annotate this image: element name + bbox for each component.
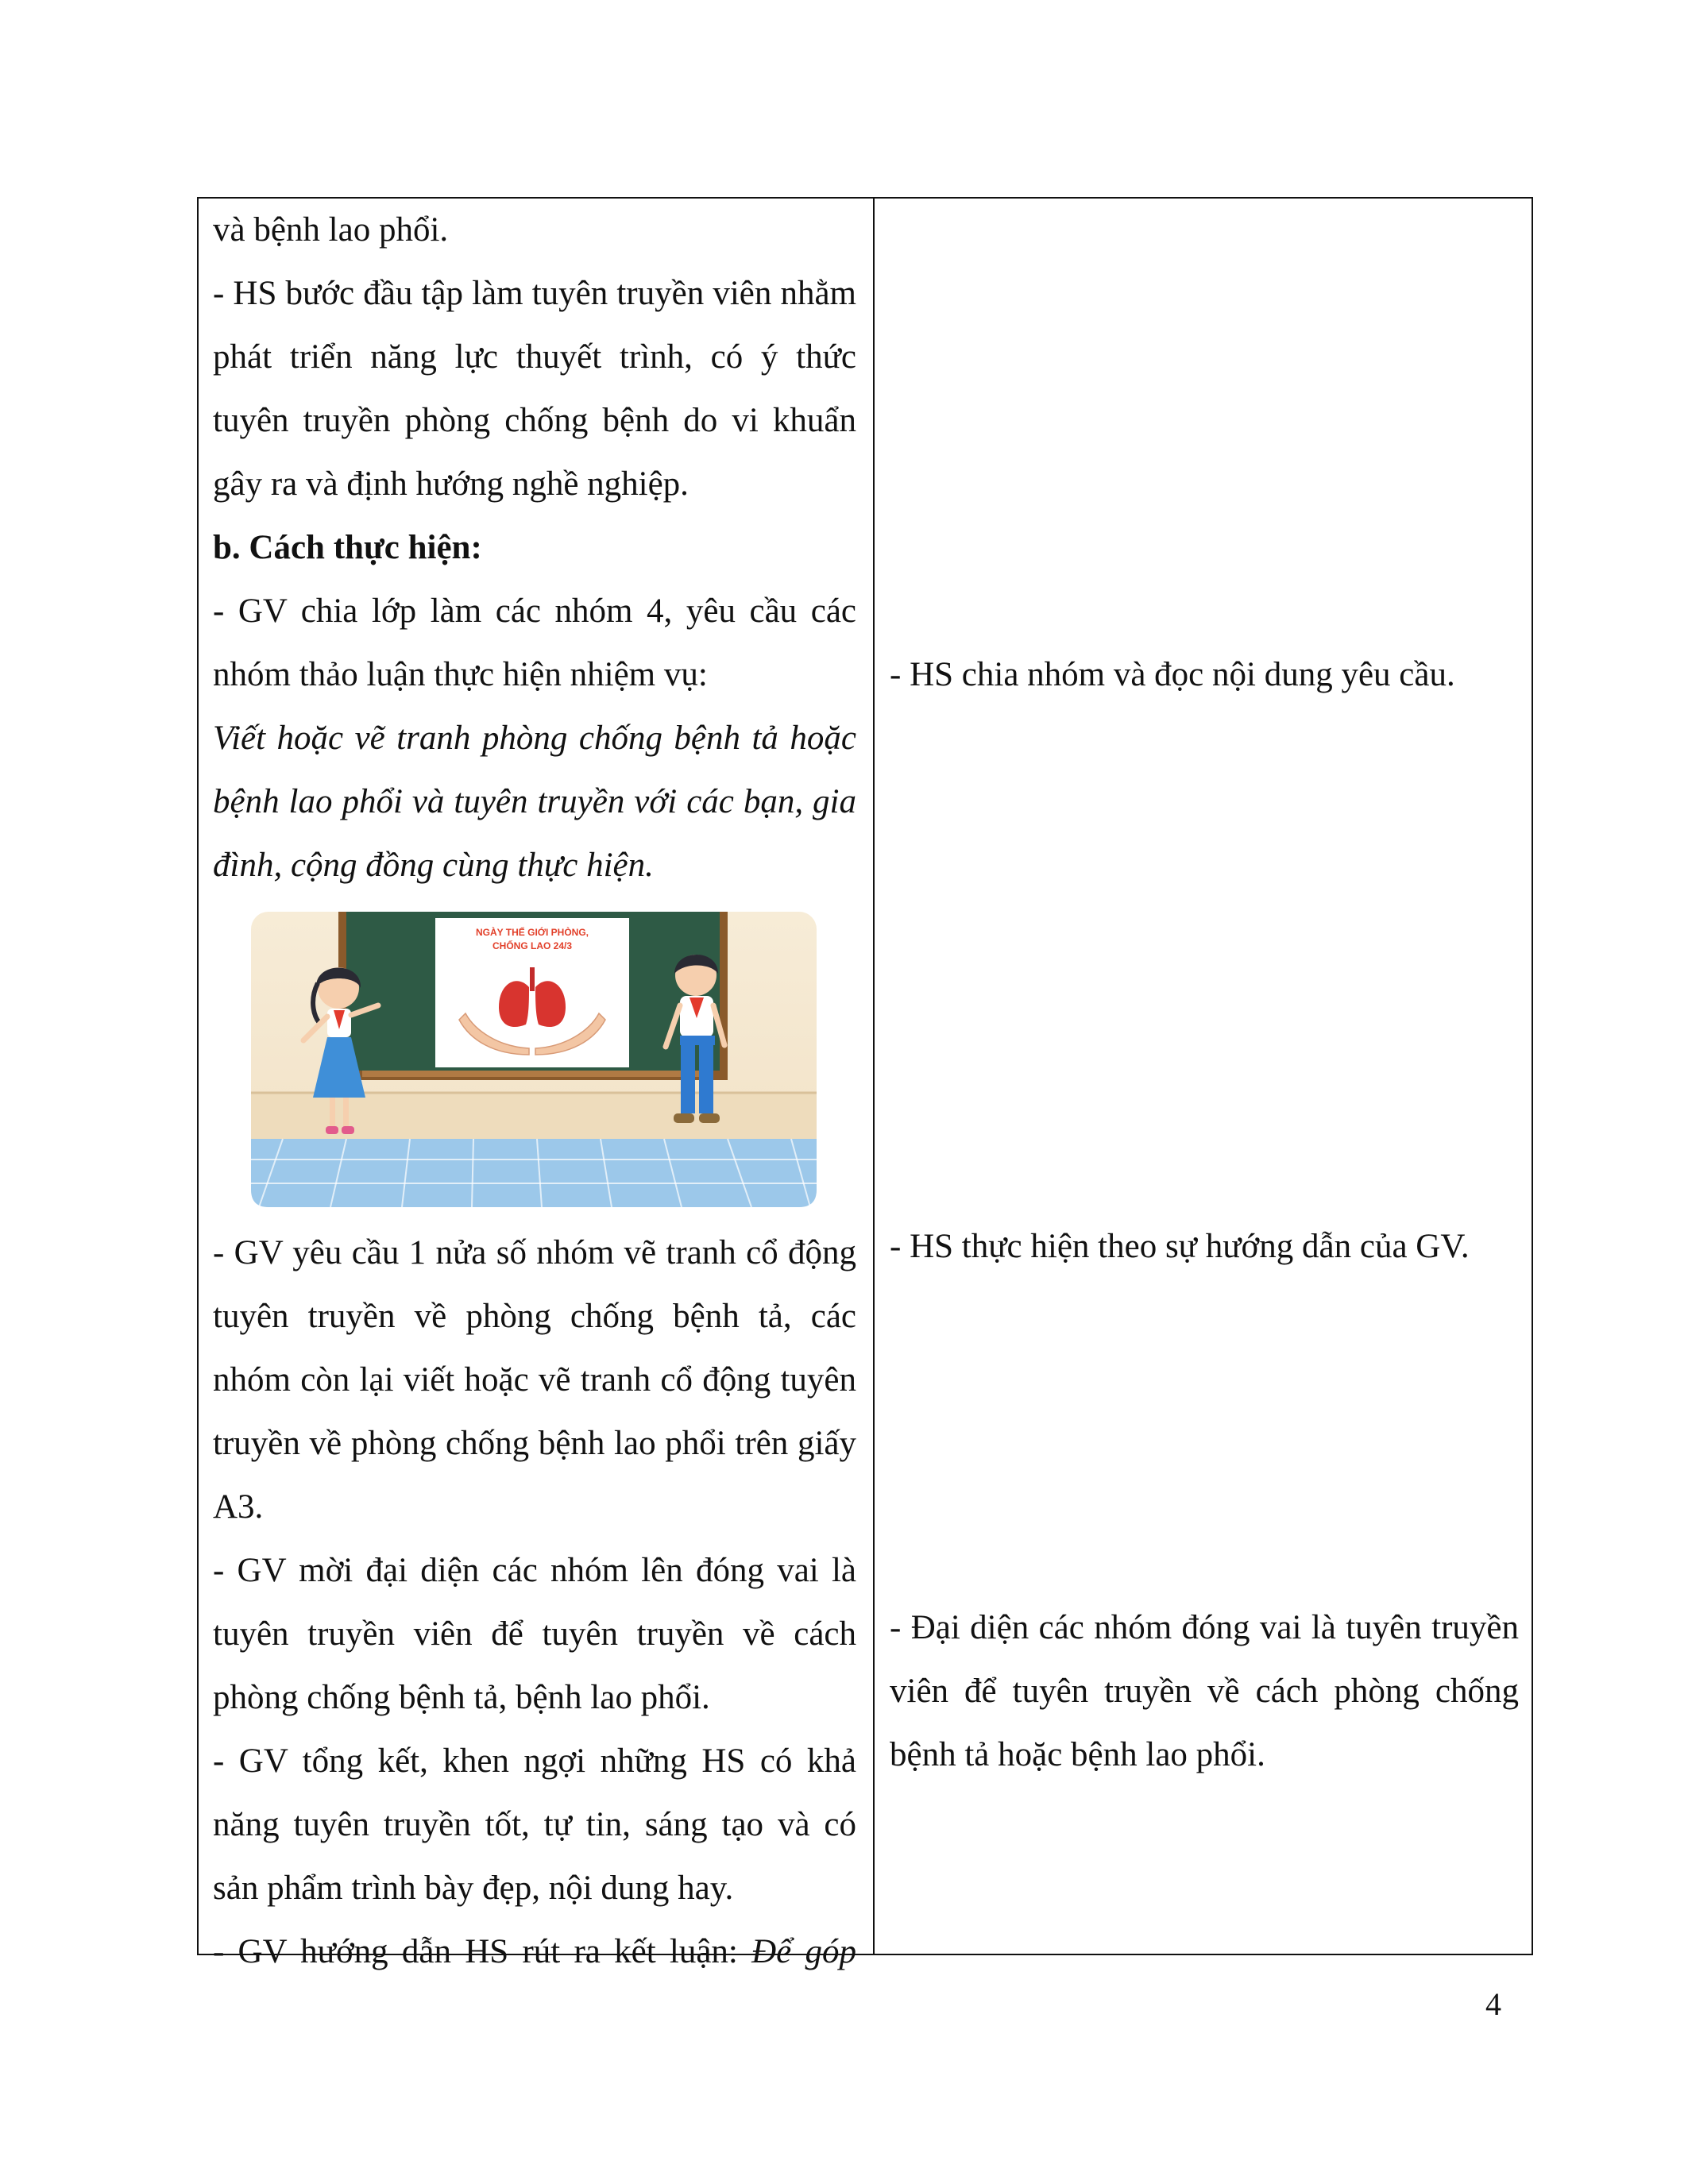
objective-paragraph: - HS bước đầu tập làm tuyên truyền viên nhằm phát triển năng lực thuyết trình, có ý thức tuyên truyền phòng chống bệnh do vi khuẩn gây ra và định hướng nghề nghiệp. — [213, 275, 856, 503]
teacher-activity-column — [213, 199, 856, 1984]
tb-day-poster — [435, 918, 629, 1067]
text-line: và bệnh lao phổi. — [213, 211, 449, 249]
summary-paragraph: - GV tổng kết, khen ngợi những HS có khả năng tuyên truyền tốt, tự tin, sáng tạo và có sản phẩm trình bày đẹp, nội dung hay. — [213, 1742, 856, 1907]
invite-paragraph: - GV mời đại diện các nhóm lên đóng vai là tuyên truyền viên để tuyên truyền về cách phòng chống bệnh tả, bệnh lao phổi. — [213, 1552, 856, 1716]
floor-tiles — [251, 1139, 817, 1207]
task-italic-paragraph: Viết hoặc vẽ tranh phòng chống bệnh tả hoặc bệnh lao phổi và tuyên truyền với các bạn, gia đình, cộng đồng cùng thực hiện. — [213, 720, 856, 884]
page-number: 4 — [1485, 1986, 1501, 2022]
student-response-1: - HS chia nhóm và đọc nội dung yêu cầu. — [890, 656, 1455, 693]
task-paragraph: - GV chia lớp làm các nhóm 4, yêu cầu các nhóm thảo luận thực hiện nhiệm vụ: — [213, 592, 856, 693]
section-heading: b. Cách thực hiện: — [213, 529, 482, 566]
column-divider — [873, 199, 875, 1954]
student-activity-column — [890, 199, 1519, 1787]
conclusion-italic: Để góp — [751, 1933, 856, 1970]
student-response-3: - Đại diện các nhóm đóng vai là tuyên truyền viên để tuyên truyền về cách phòng chống bệnh tả hoặc bệnh lao phổi. — [890, 1609, 1519, 1773]
conclusion-paragraph — [213, 1920, 856, 1984]
svg-text:CHỐNG LAO 24/3: CHỐNG LAO 24/3 — [492, 940, 573, 951]
lesson-table — [197, 197, 1533, 1970]
classroom-illustration — [251, 912, 817, 1207]
student-response-2: - HS thực hiện theo sự hướng dẫn của GV. — [890, 1228, 1470, 1265]
instruction-paragraph: - GV yêu cầu 1 nửa số nhóm vẽ tranh cổ động tuyên truyền về phòng chống bệnh tả, các nhóm còn lại viết hoặc vẽ tranh cổ động tuyên truyền về phòng chống bệnh lao phổi trên giấy A3. — [213, 1234, 856, 1526]
svg-text:NGÀY THẾ GIỚI PHÒNG,: NGÀY THẾ GIỚI PHÒNG, — [475, 927, 589, 938]
conclusion-prefix: - GV hướng dẫn HS rút ra kết luận: — [213, 1933, 752, 1970]
